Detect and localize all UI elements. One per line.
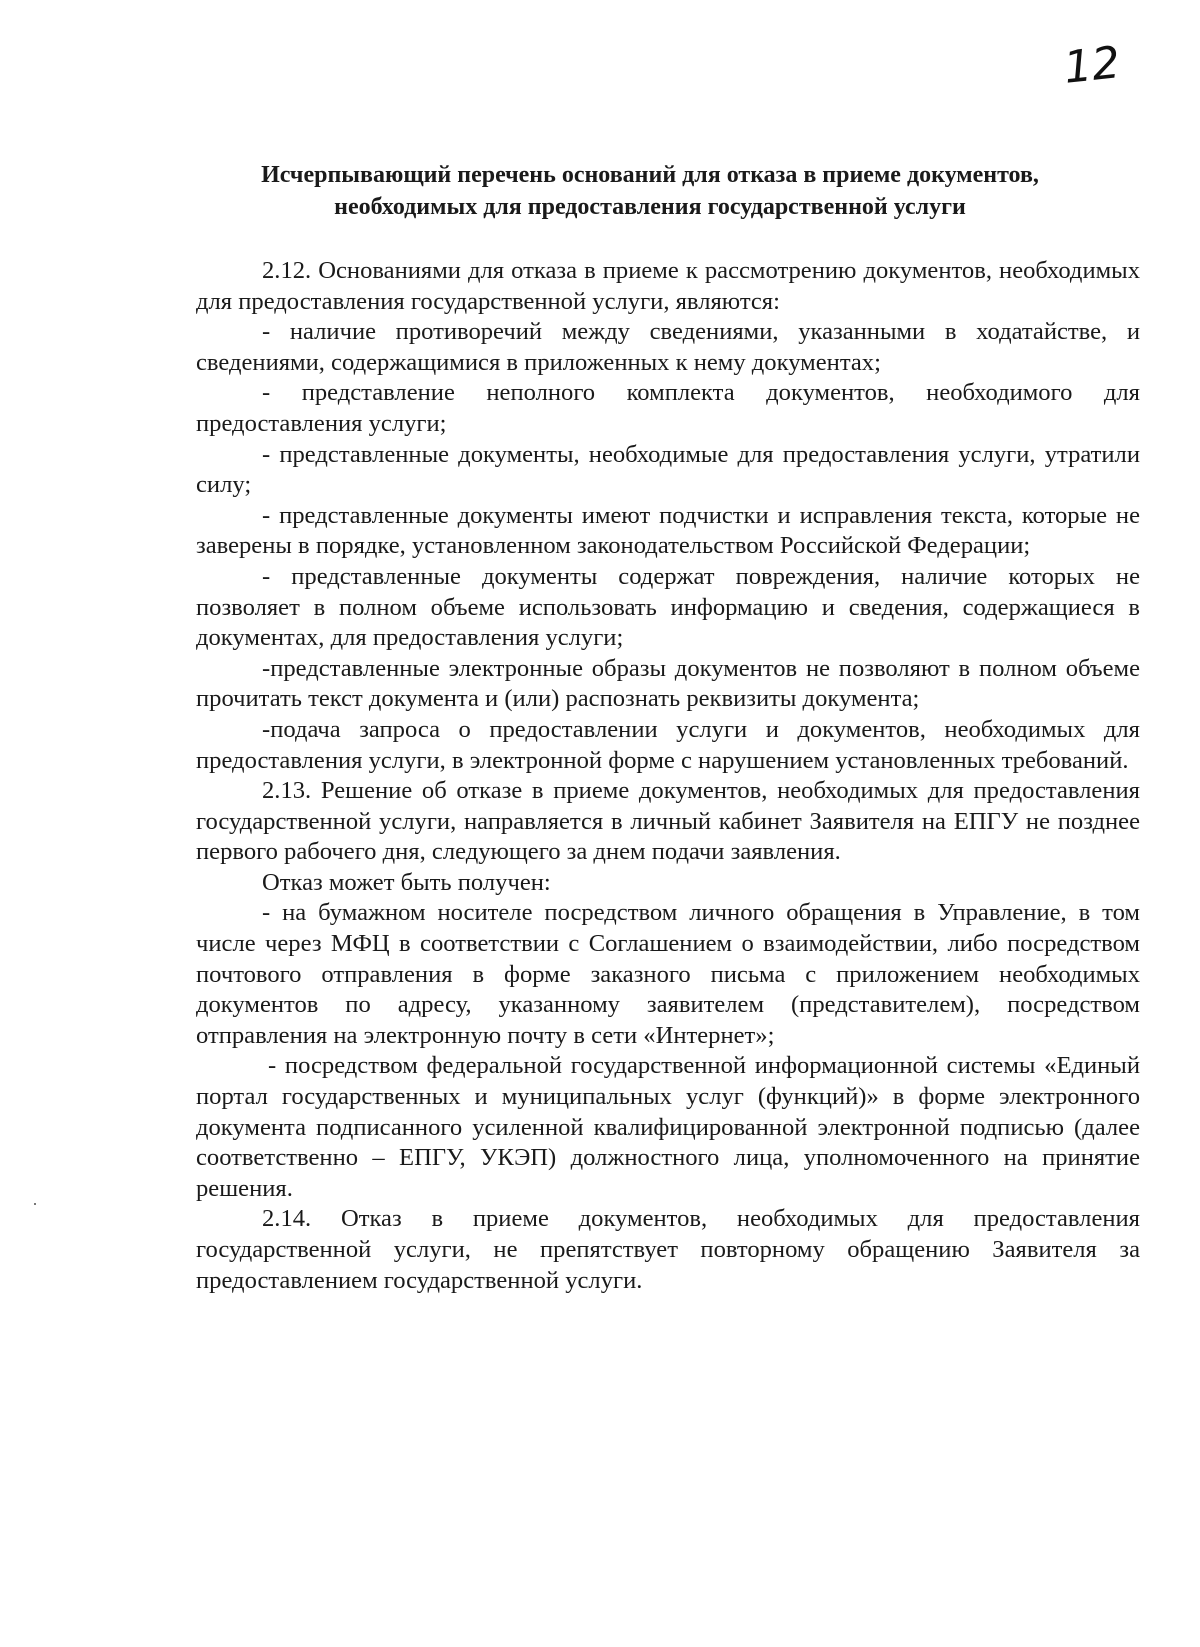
list-item-contradictions: - наличие противоречий между сведениями, указанными в ходатайстве, и сведениями, содержащимися в приложенных к нему документах; <box>196 318 1140 376</box>
list-item-incomplete-set: - представление неполного комплекта документов, необходимого для предоставления услуги; <box>196 379 1140 437</box>
list-item-requirements-violation: -подача запроса о предоставлении услуги и документов, необходимых для предоставления услуги, в электронной форме с нарушением установленных требований. <box>196 715 1140 774</box>
list-item-epgu-refusal: - посредством федеральной государственной информационной системы «Единый портал государственных и муниципальных услуг (функций)» в форме электронного документа подписанного усиленной квалифицированной электронной подписью (далее соответственно – ЕПГУ, УКЭП) должностного лица, уполномоченного на принятие решения. <box>196 1052 1140 1202</box>
page-number: 12 <box>1061 37 1123 94</box>
paragraph-2-13: 2.13. Решение об отказе в приеме документов, необходимых для предоставления государственной услуги, направляется в личный кабинет Заявителя на ЕПГУ не позднее первого рабочего дня, следующего за днем подачи заявления. <box>196 777 1140 866</box>
paragraph-refusal-intro: Отказ может быть получен: <box>262 868 551 896</box>
list-item-damaged-documents: - представленные документы содержат повреждения, наличие которых не позволяет в полном объеме использовать информацию и сведения, содержащиеся в документах, для предоставления услуги; <box>196 562 1140 652</box>
paragraph-2-14: 2.14. Отказ в приеме документов, необходимых для предоставления государственной услуги, не препятствует повторному обращению Заявителя за предоставлением государственной услуги. <box>196 1205 1140 1294</box>
scan-speck <box>34 1203 36 1205</box>
list-item-unreadable-images: -представленные электронные образы документов не позволяют в полном объеме прочитать текст документа и (или) распознать реквизиты документа; <box>196 654 1140 713</box>
list-item-expired-documents: - представленные документы, необходимые для предоставления услуги, утратили силу; <box>196 440 1140 499</box>
document-body <box>196 256 1140 1296</box>
list-item-paper-refusal: - на бумажном носителе посредством личного обращения в Управление, в том числе через МФЦ в соответствии с Соглашением о взаимодействии, либо посредством почтового отправления в форме заказного письма с приложением необходимых документов по адресу, указанному заявителем (представителем), посредством отправления на электронную почту в сети «Интернет»; <box>196 899 1140 1049</box>
paragraph-2-12: 2.12. Основаниями для отказа в приеме к рассмотрению документов, необходимых для предоставления государственной услуги, являются: <box>196 257 1140 315</box>
section-heading-line-2: необходимых для предоставления государственной услуги <box>334 194 966 220</box>
section-heading <box>170 159 1130 223</box>
section-heading-line-1: Исчерпывающий перечень оснований для отказа в приеме документов, <box>261 162 1039 188</box>
list-item-corrections: - представленные документы имеют подчистки и исправления текста, которые не заверены в порядке, установленном законодательством Российской Федерации; <box>196 501 1140 560</box>
